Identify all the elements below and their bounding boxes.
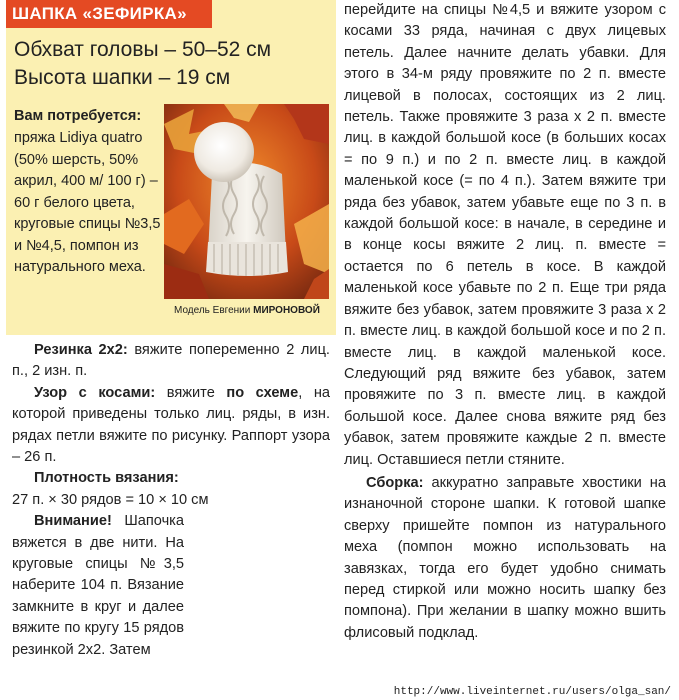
cable-chart-ref: по схеме [226, 384, 299, 401]
gauge-heading: Плотность вязания: [34, 470, 179, 487]
materials-text: пряжа Lidiya quatro (50% шерсть, 50% акрил, 400 м/ 100 г) – 60 г белого цвета, круговые спицы №3,5 и №4,5, помпон из натурального меха. [14, 130, 161, 275]
rib-paragraph [12, 340, 330, 383]
note-text: Шапочка вяжется в две нити. На круговые спицы №3,5 наберите 104 п. Вязание замкните в круг и далее вяжите по кругу 15 рядов резинкой 2х2. Затем [12, 513, 184, 658]
cable-text-2: , на которой приведены только лиц. ряды, в изн. рядах петли вяжите по рисунку. Раппорт узора – 26 п. [12, 384, 331, 466]
source-url: http://www.liveinternet.ru/users/olga_san/ [393, 686, 671, 698]
assembly-paragraph [344, 473, 666, 644]
gauge-heading-line [12, 468, 330, 489]
hat-photo [164, 104, 329, 299]
materials-heading: Вам потребуется: [14, 108, 142, 124]
note-paragraph [12, 511, 184, 661]
photo-credit-name: МИРОНОВОЙ [253, 305, 320, 316]
note-heading: Внимание! [34, 513, 112, 530]
assembly-heading: Сборка: [366, 474, 424, 491]
right-column [344, 0, 666, 644]
head-circumference: Обхват головы – 50–52 см [14, 38, 272, 61]
cable-text-1: вяжите [155, 384, 227, 401]
instructions-left [12, 340, 330, 661]
gauge-text: 27 п. × 30 рядов = 10 × 10 см [12, 491, 209, 508]
hat-height: Высота шапки – 19 см [14, 66, 231, 89]
rib-heading: Резинка 2х2: [34, 342, 128, 358]
cable-paragraph [12, 383, 330, 469]
pattern-title: ШАПКА «ЗЕФИРКА» [6, 0, 212, 28]
photo-credit [174, 305, 320, 316]
knitted-hat-image [164, 104, 329, 299]
decrease-instructions: перейдите на спицы №4,5 и вяжите узором с косами 33 ряда, начиная с двух лицевых петель. Далее начните делать убавки. Для этого в 34-м ряду провяжите по 2 п. вместе лицевой в полосах, состоящих из 2 лиц. петель. Также провяжите 3 раза х 2 п. вместе лиц. в каждой большой косе (в больших косах = по 9 п.) и по 2 п. вместе лиц. в каждой маленькой косе (= по 4 п.). Затем вяжите три ряда без убавок, затем убавьте еще по 3 п. в каждой большой косе: в начале, в середине и в конце косы вяжите 2 лиц. п. вместе = остается по 6 петель в косе. В каждой маленькой косе убавьте по 2 п. Еще три ряда вяжите без убавок, затем провяжите 3 раза х 2 п. вместе лиц. в каждой большой косе и по 2 п. вместе лиц. в каждой маленькой косе. Следующий ряд вяжите без убавок, затем провяжите по 3 п. вместе лиц. в каждой большой косе. Далее снова вяжите ряд без убавок, затем провяжите каждые 2 п. вместе лиц. Оставшиеся петли стяните. [344, 2, 666, 468]
assembly-text: аккуратно заправьте хвостики на изнаночной стороне шапки. К готовой шапке сверху пришейте помпон из натурального меха (помпон можно использовать на завязках, тогда его будет удобно снимать перед стиркой или можно носить шапку без помпона). При желании в шапку можно вшить флисовый подклад. [344, 474, 666, 641]
rib-text: вяжите попеременно 2 лиц. п., 2 изн. п. [12, 342, 330, 380]
info-box [6, 0, 336, 335]
cable-heading: Узор с косами: [34, 384, 156, 401]
photo-credit-label: Модель Евгении [174, 305, 251, 316]
